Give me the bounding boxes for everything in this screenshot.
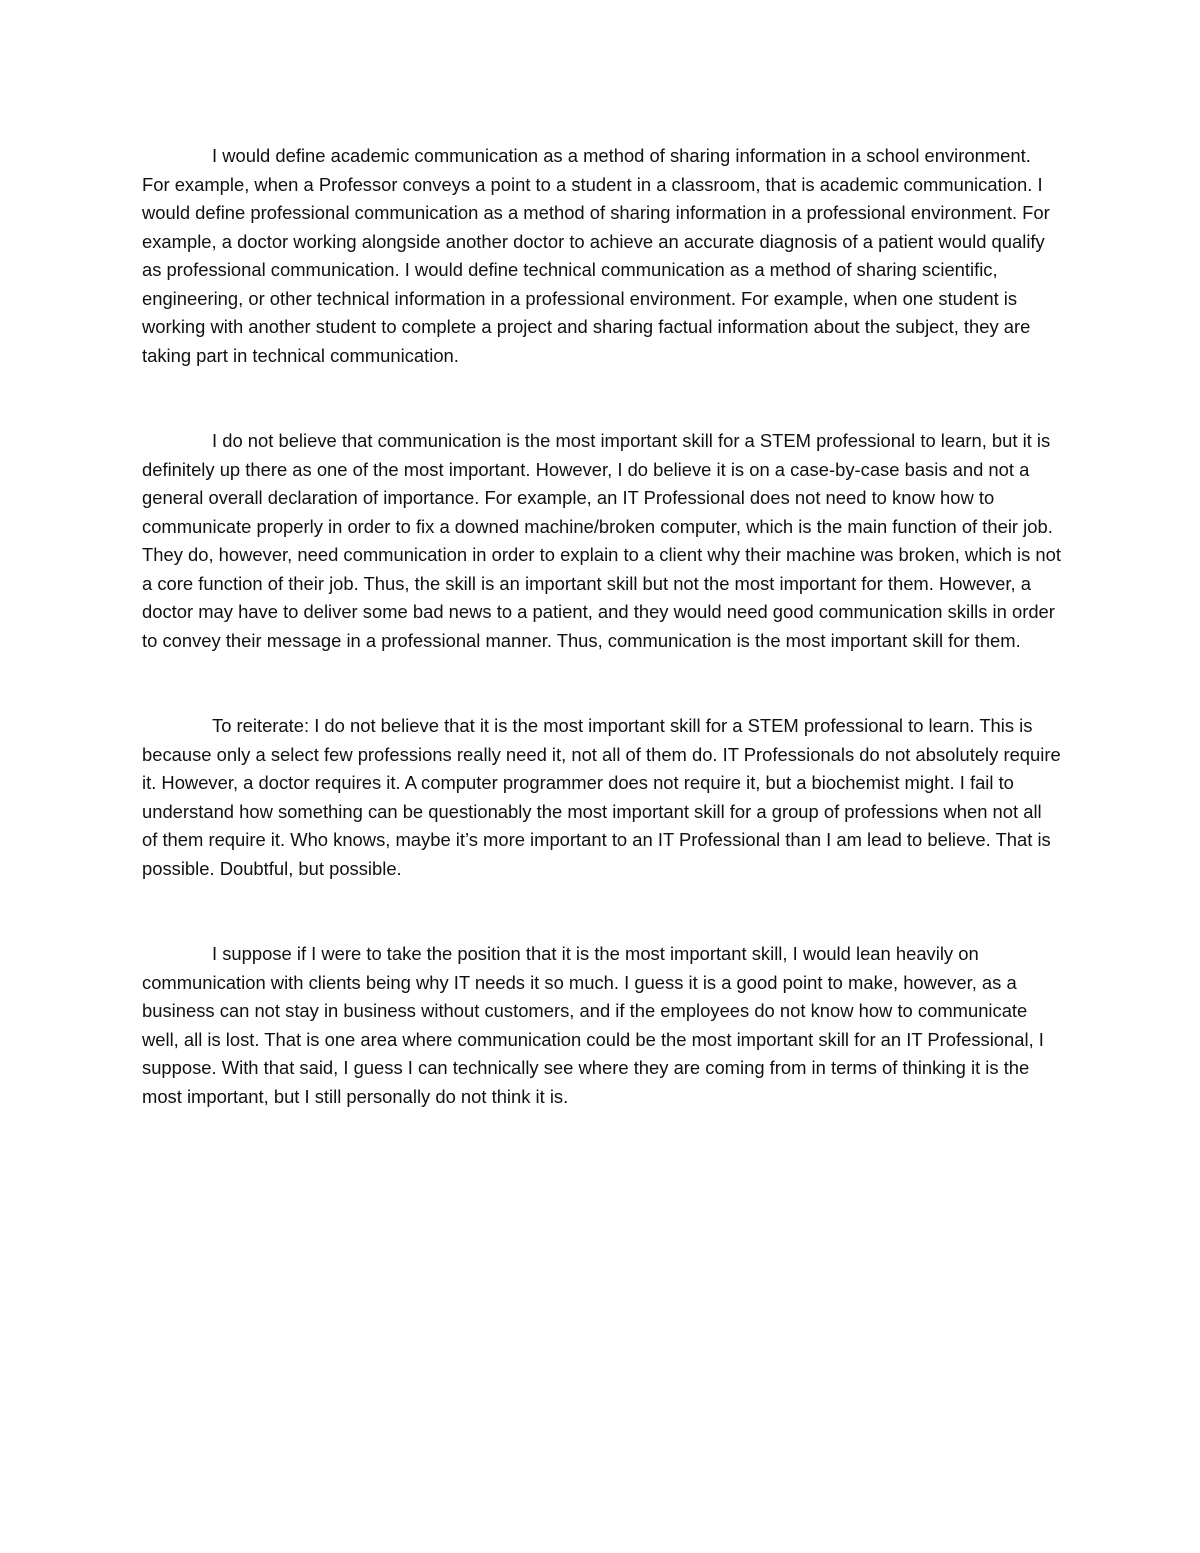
paragraph-4: I suppose if I were to take the position that it is the most important skill, I would lean heavily on communication with clients being why IT needs it so much. I guess it is a good point to make, however, as a business can not stay in business without customers, and if the employees do not know how to communicate well, all is lost. That is one area where communication could be the most important skill for an IT Professional, I suppose. With that said, I guess I can technically see where they are coming from in terms of thinking it is the most important, but I still personally do not think it is. [142,943,1044,1107]
paragraph-2: I do not believe that communication is the most important skill for a STEM professional to learn, but it is definitely up there as one of the most important. However, I do believe it is on a case-by-case basis and not a general overall declaration of importance. For example, an IT Professional does not need to know how to communicate properly in order to fix a downed machine/broken computer, which is the main function of their job. They do, however, need communication in order to explain to a client why their machine was broken, which is not a core function of their job. Thus, the skill is an important skill but not the most important for them. However, a doctor may have to deliver some bad news to a patient, and they would need good communication skills in order to convey their message in a professional manner. Thus, communication is the most important skill for them. [142,430,1061,651]
paragraph-1: I would define academic communication as a method of sharing information in a school environment. For example, when a Professor conveys a point to a student in a classroom, that is academic communication. I would define professional communication as a method of sharing information in a professional environment. For example, a doctor working alongside another doctor to achieve an accurate diagnosis of a patient would qualify as professional communication. I would define technical communication as a method of sharing scientific, engineering, or other technical information in a professional environment. For example, when one student is working with another student to complete a project and sharing factual information about the subject, they are taking part in technical communication. [142,145,1050,366]
document-body [142,142,1062,1111]
paragraph-3: To reiterate: I do not believe that it is the most important skill for a STEM professional to learn. This is because only a select few professions really need it, not all of them do. IT Professionals do not absolutely require it. However, a doctor requires it. A computer programmer does not require it, but a biochemist might. I fail to understand how something can be questionably the most important skill for a group of professions when not all of them require it. Who knows, maybe it’s more important to an IT Professional than I am lead to believe. That is possible. Doubtful, but possible. [142,715,1061,879]
